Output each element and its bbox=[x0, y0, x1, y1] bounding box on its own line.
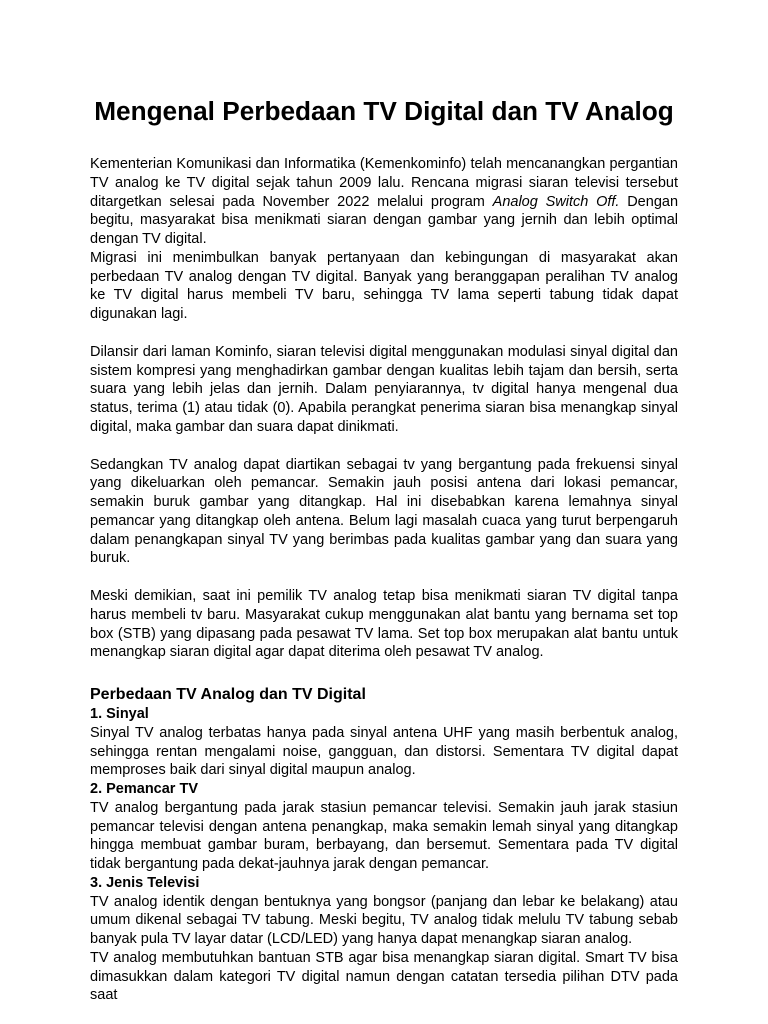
document-title: Mengenal Perbedaan TV Digital dan TV Analog bbox=[94, 96, 674, 126]
paragraph-analog-tv: Sedangkan TV analog dapat diartikan sebagai tv yang bergantung pada frekuensi sinyal yang dikeluarkan oleh pemancar. Semakin jauh posisi antena dari lokasi pemancar, semakin buruk gambar yang ditangkap. Hal ini disebabkan karena lemahnya sinyal pemancar yang ditangkap oleh antena. Belum lagi masalah cuaca yang turut berpengaruh dalam penangkapan sinyal TV yang berimbas pada kualitas gambar yang dan suara yang buruk. bbox=[90, 456, 678, 567]
item-paragraph-sinyal: Sinyal TV analog terbatas hanya pada sinyal antena UHF yang masih berbentuk analog, sehingga rentan mengalami noise, gangguan, dan distorsi. Sementara TV digital dapat memproses baik dari sinyal digital maupun analog. bbox=[90, 724, 678, 779]
item-paragraph-jenis-televisi: TV analog identik dengan bentuknya yang bongsor (panjang dan lebar ke belakang) atau umum dikenal sebagai TV tabung. Meski begitu, TV analog tidak melulu TV tabung sebab banyak pula TV layar datar (LCD/LED) yang hanya dapat menangkap siaran analog. bbox=[90, 893, 678, 947]
paragraph-gap bbox=[90, 324, 678, 343]
paragraph-intro-text: Kementerian Komunikasi dan Informatika (Kemenkominfo) telah mencanangkan pergantian TV analog ke TV digital sejak tahun 2009 lalu. Rencana migrasi siaran televisi tersebut ditargetkan selesai pada November 2022 melalui program bbox=[90, 156, 678, 210]
paragraph-migration: Migrasi ini menimbulkan banyak pertanyaan dan kebingungan di masyarakat akan perbedaan TV analog dengan TV digital. Banyak yang beranggapan peralihan TV analog ke TV digital harus membeli TV baru, sehingga TV lama seperti tabung tidak dapat digunakan lagi. bbox=[90, 249, 678, 322]
program-name-italic: Analog Switch Off. bbox=[492, 193, 620, 210]
paragraph-gap bbox=[90, 437, 678, 456]
paragraph-digital-tv: Dilansir dari laman Kominfo, siaran televisi digital menggunakan modulasi sinyal digital dan sistem kompresi yang menghadirkan gambar dengan kualitas lebih tajam dan bersih, serta suara yang lebih jelas dan jernih. Dalam penyiarannya, tv digital hanya mengenal dua status, terima (1) atau tidak (0). Apabila perangkat penerima siaran bisa menangkap sinyal digital, maka gambar dan suara dapat dinikmati. bbox=[90, 343, 678, 435]
section-gap bbox=[90, 662, 678, 685]
paragraph-intro bbox=[90, 155, 678, 249]
item-heading-pemancar: 2. Pemancar TV bbox=[90, 781, 198, 797]
paragraph-gap bbox=[90, 568, 678, 587]
item-paragraph-jenis-televisi-2: TV analog membutuhkan bantuan STB agar bisa menangkap siaran digital. Smart TV bisa dimasukkan dalam kategori TV digital namun dengan catatan tersedia pilihan DTV pada saat bbox=[90, 949, 678, 1004]
paragraph-set-top-box: Meski demikian, saat ini pemilik TV analog tetap bisa menikmati siaran TV digital tanpa harus membeli tv baru. Masyarakat cukup menggunakan alat bantu yang bernama set top box (STB) yang dipasang pada pesawat TV lama. Set top box merupakan alat bantu untuk menangkap siaran digital agar dapat diterima oleh pesawat TV analog. bbox=[90, 588, 678, 661]
section-heading: Perbedaan TV Analog dan TV Digital bbox=[90, 686, 366, 703]
item-heading-sinyal: 1. Sinyal bbox=[90, 706, 149, 722]
item-heading-jenis-televisi: 3. Jenis Televisi bbox=[90, 874, 200, 891]
item-paragraph-pemancar: TV analog bergantung pada jarak stasiun pemancar televisi. Semakin jauh jarak stasiun pemancar televisi dengan antena penangkap, maka semakin lemah sinyal yang ditangkap hingga membuat gambar buram, berbayang, dan bersemut. Sementara pada TV digital tidak bergantung pada dekat-jauhnya jarak dengan pemancar. bbox=[90, 799, 678, 872]
paragraph-intro-text-end: Dengan begitu, masyarakat bisa menikmati siaran dengan gambar yang jernih dan lebih optimal dengan TV digital. bbox=[90, 193, 679, 247]
